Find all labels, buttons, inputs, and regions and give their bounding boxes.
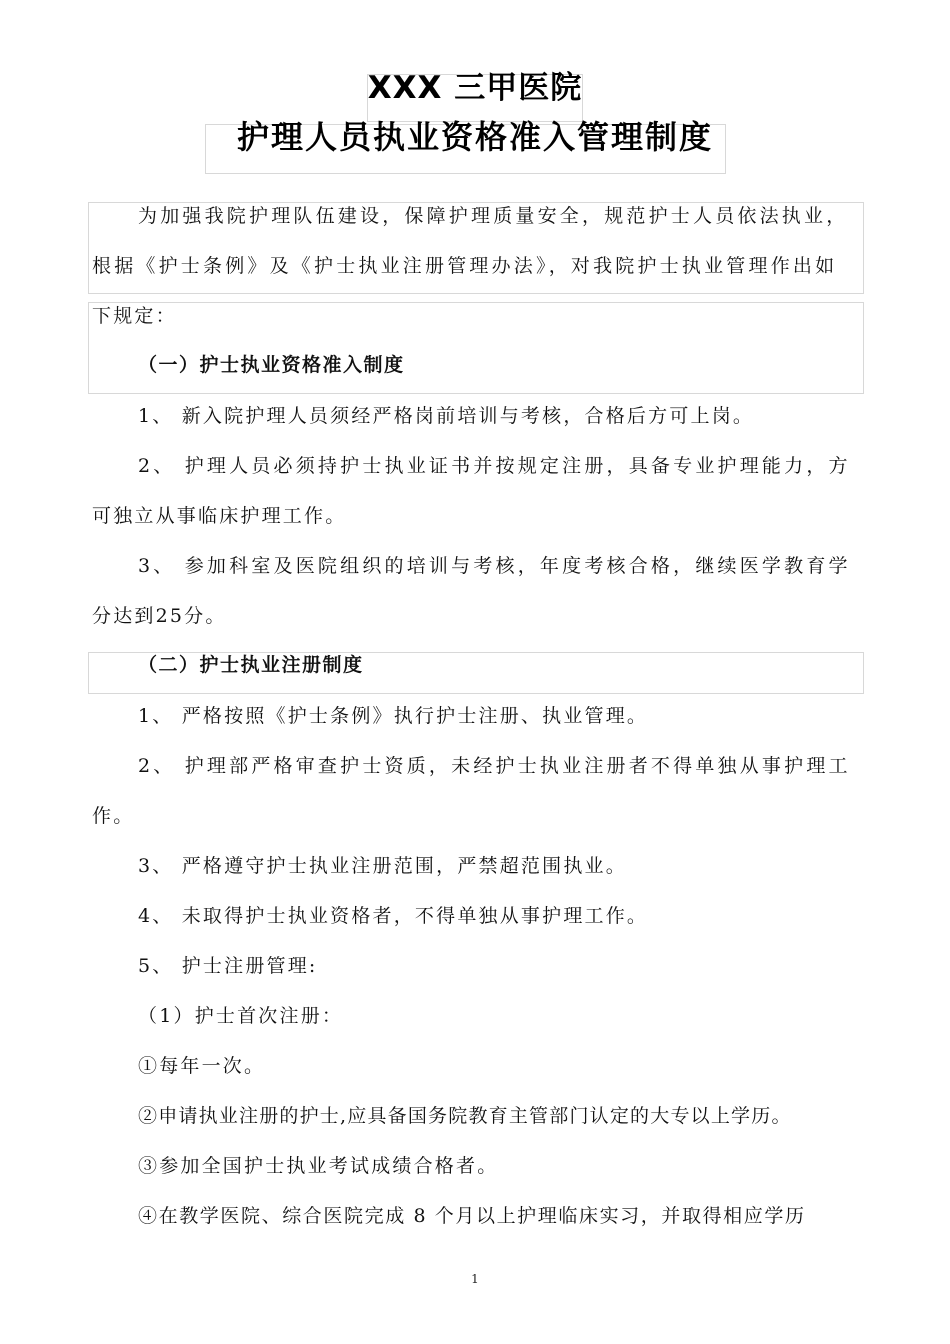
section2-heading: （二）护士执业注册制度	[138, 654, 364, 676]
section2-item-2-cont: 作。	[92, 805, 135, 827]
section1-heading: （一）护士执业资格准入制度	[138, 354, 405, 376]
section2-item-4: 4、 未取得护士执业资格者，不得单独从事护理工作。	[138, 905, 649, 927]
section1-item-1: 1、 新入院护理人员须经严格岗前培训与考核，合格后方可上岗。	[138, 405, 755, 427]
document-title-line2: 护理人员执业资格准入管理制度	[236, 118, 713, 156]
section1-item-2: 2、 护理人员必须持护士执业证书并按规定注册，具备专业护理能力，方	[138, 455, 851, 477]
intro-line-1: 为加强我院护理队伍建设，保障护理质量安全，规范护士人员依法执业，	[138, 205, 849, 227]
section1-item-3-cont: 分达到25分。	[92, 605, 227, 627]
section2-item-1: 1、 严格按照《护士条例》执行护士注册、执业管理。	[138, 705, 649, 727]
section2-subitem-1-d: ④在教学医院、综合医院完成 8 个月以上护理临床实习，并取得相应学历	[138, 1205, 806, 1227]
section2-subitem-1-c: ③参加全国护士执业考试成绩合格者。	[138, 1155, 499, 1177]
section2-item-3: 3、 严格遵守护士执业注册范围，严禁超范围执业。	[138, 855, 627, 877]
section2-item-5: 5、 护士注册管理:	[138, 955, 318, 977]
section2-item-2: 2、 护理部严格审查护士资质，未经护士执业注册者不得单独从事护理工	[138, 755, 851, 777]
section1-item-3: 3、 参加科室及医院组织的培训与考核，年度考核合格，继续医学教育学	[138, 555, 851, 577]
section2-subitem-1: （1）护士首次注册：	[138, 1005, 344, 1027]
intro-line-2: 根据《护士条例》及《护士执业注册管理办法》，对我院护士执业管理作出如	[92, 255, 838, 277]
section1-item-2-cont: 可独立从事临床护理工作。	[92, 505, 347, 527]
intro-line-3: 下规定：	[92, 305, 177, 327]
page-number: 1	[471, 1272, 479, 1286]
section2-subitem-1-a: ①每年一次。	[138, 1055, 266, 1077]
document-title-line1: XXX 三甲医院	[367, 70, 583, 106]
section2-subitem-1-b: ②申请执业注册的护士,应具备国务院教育主管部门认定的大专以上学历。	[138, 1105, 792, 1127]
